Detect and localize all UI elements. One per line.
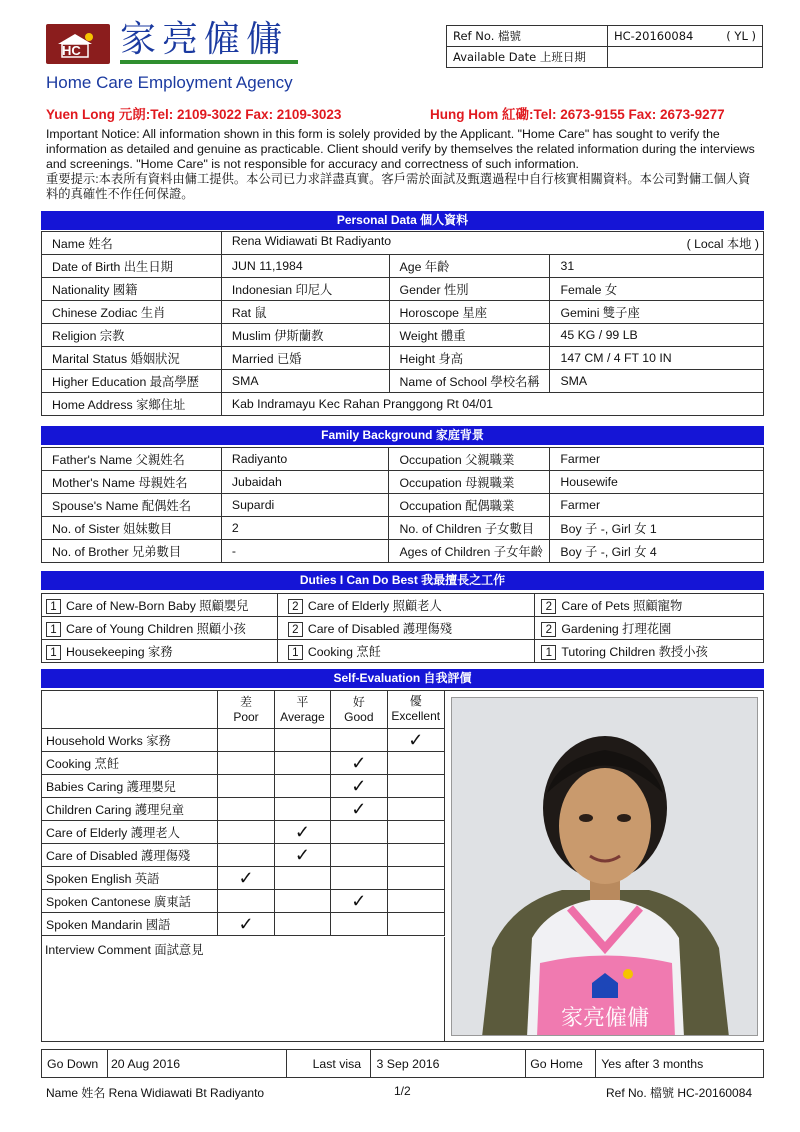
page-number: 1/2 <box>394 1084 411 1098</box>
field-value: Married 已婚 <box>221 347 389 370</box>
table-row <box>42 232 764 255</box>
table-row <box>42 471 764 494</box>
duty-item <box>277 594 535 617</box>
personal-data-table <box>41 231 764 416</box>
average-cell <box>274 798 330 821</box>
check-mark-icon: ✓ <box>294 845 310 865</box>
check-mark-icon: ✓ <box>238 868 254 888</box>
self-evaluation-header: Self-Evaluation 自我評價 <box>41 669 764 688</box>
table-row <box>42 617 764 640</box>
average-cell <box>274 844 330 867</box>
table-row <box>42 370 764 393</box>
ref-value: HC-20160084 <box>614 29 694 43</box>
field-value: Female 女 <box>550 278 764 301</box>
field-label: Father's Name 父親姓名 <box>42 448 222 471</box>
go-home-label: Go Home <box>526 1050 596 1078</box>
notice-chinese: 重要提示:本表所有資料由傭工提供。本公司已力求詳盡真實。客戶需於面試及甄選過程中自行核實相關資料。本公司對傭工個人資料的真確性不作任何保證。 <box>46 172 751 201</box>
average-cell <box>274 729 330 752</box>
go-down-label: Go Down <box>42 1050 108 1078</box>
excellent-cell <box>387 844 444 867</box>
applicant-portrait-image <box>452 698 758 1036</box>
contact-hung-hom: Hung Hom 紅磡:Tel: 2673-9155 Fax: 2673-9277 <box>430 107 725 122</box>
field-label: No. of Children 子女數目 <box>389 517 550 540</box>
check-mark-icon: ✓ <box>351 799 367 819</box>
good-cell <box>331 729 387 752</box>
go-home-value: Yes after 3 months <box>596 1050 764 1078</box>
family-background-table <box>41 447 764 563</box>
check-mark-icon: ✓ <box>238 914 254 934</box>
agency-logo <box>46 24 110 64</box>
field-value: Housewife <box>550 471 764 494</box>
level-good: 好 Good <box>331 691 387 729</box>
poor-cell <box>218 890 274 913</box>
level-average: 平 Average <box>274 691 330 729</box>
evaluation-item-label: Spoken English 英語 <box>42 867 218 890</box>
field-label: Occupation 母親職業 <box>389 471 550 494</box>
field-value: 45 KG / 99 LB <box>550 324 764 347</box>
field-value: Jubaidah <box>221 471 389 494</box>
duty-label: Care of Young Children 照顧小孩 <box>66 621 246 636</box>
agency-english-name: Home Care Employment Agency <box>46 73 293 92</box>
field-label: Age 年齡 <box>389 255 550 278</box>
field-value: SMA <box>221 370 389 393</box>
table-row <box>42 347 764 370</box>
address-label: Home Address 家鄉住址 <box>42 393 222 416</box>
evaluation-row <box>42 844 445 867</box>
average-cell <box>274 913 330 936</box>
important-notice <box>46 127 762 202</box>
evaluation-row <box>42 890 445 913</box>
last-visa-value: 3 Sep 2016 <box>370 1050 526 1078</box>
name-label: Name 姓名 <box>42 232 222 255</box>
field-value: Farmer <box>550 448 764 471</box>
duty-item <box>277 640 535 663</box>
excellent-cell <box>387 821 444 844</box>
excellent-cell <box>387 867 444 890</box>
available-date-label: Available Date 上班日期 <box>447 47 608 68</box>
footer-name: Name 姓名 Rena Widiawati Bt Radiyanto <box>46 1086 265 1100</box>
check-mark-icon: ✓ <box>351 753 367 773</box>
duty-rank: 2 <box>541 622 556 637</box>
field-label: Horoscope 星座 <box>389 301 550 324</box>
duty-label: Care of Pets 照顧寵物 <box>561 598 683 613</box>
field-label: Weight 體重 <box>389 324 550 347</box>
field-value: JUN 11,1984 <box>221 255 389 278</box>
travel-info-table <box>41 1049 764 1078</box>
interview-comment-label: Interview Comment 面試意見 <box>45 943 204 957</box>
footer-ref: Ref No. 檔號 HC-20160084 <box>606 1086 753 1100</box>
average-cell <box>274 821 330 844</box>
evaluation-row <box>42 867 445 890</box>
poor-cell <box>218 775 274 798</box>
poor-cell <box>218 913 274 936</box>
duty-label: Housekeeping 家務 <box>66 644 173 659</box>
available-date-value <box>608 47 763 68</box>
evaluation-row <box>42 729 445 752</box>
field-label: No. of Brother 兄弟數目 <box>42 540 222 563</box>
table-row <box>42 517 764 540</box>
evaluation-item-label: Spoken Mandarin 國語 <box>42 913 218 936</box>
field-label: Name of School 學校名稱 <box>389 370 550 393</box>
duty-item <box>535 594 764 617</box>
check-mark-icon: ✓ <box>351 776 367 796</box>
duty-label: Care of Elderly 照顧老人 <box>307 598 442 613</box>
field-label: Date of Birth 出生日期 <box>42 255 222 278</box>
duty-rank: 1 <box>46 645 61 660</box>
table-row <box>42 448 764 471</box>
duty-label: Care of New-Born Baby 照顧嬰兒 <box>66 598 249 613</box>
apron-agency-text: 家亮僱傭 <box>560 1006 650 1031</box>
average-cell <box>274 890 330 913</box>
evaluation-row <box>42 775 445 798</box>
ref-label: Ref No. 檔號 <box>447 26 608 47</box>
blank-corner <box>42 691 218 729</box>
poor-cell <box>218 798 274 821</box>
evaluation-row <box>42 821 445 844</box>
evaluation-item-label: Care of Elderly 護理老人 <box>42 821 218 844</box>
contact-yuen-long: Yuen Long 元朗:Tel: 2109-3022 Fax: 2109-3023 <box>46 107 342 122</box>
agency-chinese-name: 家亮僱傭 <box>120 19 289 60</box>
excellent-cell <box>387 890 444 913</box>
field-label: Occupation 父親職業 <box>389 448 550 471</box>
table-row <box>42 494 764 517</box>
field-label: Occupation 配偶職業 <box>389 494 550 517</box>
poor-cell <box>218 752 274 775</box>
applicant-photo <box>451 697 758 1036</box>
table-row <box>42 278 764 301</box>
poor-cell <box>218 821 274 844</box>
self-evaluation-table <box>41 690 445 936</box>
interview-comment-box <box>41 937 445 1042</box>
field-label: Height 身高 <box>389 347 550 370</box>
field-value: Indonesian 印尼人 <box>221 278 389 301</box>
evaluation-row <box>42 913 445 936</box>
duty-rank: 2 <box>541 599 556 614</box>
field-value: Rat 鼠 <box>221 301 389 324</box>
average-cell <box>274 775 330 798</box>
last-visa-label: Last visa <box>286 1050 370 1078</box>
level-poor: 差 Poor <box>218 691 274 729</box>
field-value: - <box>221 540 389 563</box>
field-value: Supardi <box>221 494 389 517</box>
field-label: Chinese Zodiac 生肖 <box>42 301 222 324</box>
duty-label: Cooking 烹飪 <box>307 644 381 659</box>
field-value: Muslim 伊斯蘭教 <box>221 324 389 347</box>
field-value: 31 <box>550 255 764 278</box>
check-mark-icon: ✓ <box>351 891 367 911</box>
field-value: Radiyanto <box>221 448 389 471</box>
title-underline <box>120 60 298 64</box>
field-value: Boy 子 -, Girl 女 1 <box>550 517 764 540</box>
table-row <box>42 301 764 324</box>
field-label: Gender 性別 <box>389 278 550 301</box>
field-value: 147 CM / 4 FT 10 IN <box>550 347 764 370</box>
level-excellent: 優 Excellent <box>387 691 444 729</box>
evaluation-item-label: Spoken Cantonese 廣東話 <box>42 890 218 913</box>
table-row <box>42 324 764 347</box>
table-row <box>42 1050 764 1078</box>
excellent-cell <box>387 775 444 798</box>
evaluation-item-label: Children Caring 護理兒童 <box>42 798 218 821</box>
evaluation-row <box>42 798 445 821</box>
family-background-header: Family Background 家庭背景 <box>41 426 764 445</box>
name-value-cell <box>221 232 763 255</box>
duties-header: Duties I Can Do Best 我最擅長之工作 <box>41 571 764 590</box>
good-cell <box>331 890 387 913</box>
average-cell <box>274 752 330 775</box>
duty-item <box>42 594 278 617</box>
duties-table <box>41 593 764 663</box>
go-down-value: 20 Aug 2016 <box>107 1050 286 1078</box>
duty-rank: 1 <box>46 599 61 614</box>
poor-cell <box>218 729 274 752</box>
poor-cell <box>218 844 274 867</box>
personal-data-header: Personal Data 個人資料 <box>41 211 764 230</box>
duty-item <box>277 617 535 640</box>
field-value: Gemini 雙子座 <box>550 301 764 324</box>
field-label: Religion 宗教 <box>42 324 222 347</box>
duty-rank: 1 <box>541 645 556 660</box>
evaluation-header-row <box>42 691 445 729</box>
ref-branch: ( YL ) <box>726 29 756 43</box>
duty-label: Tutoring Children 教授小孩 <box>561 644 708 659</box>
evaluation-row <box>42 752 445 775</box>
evaluation-item-label: Babies Caring 護理嬰兒 <box>42 775 218 798</box>
evaluation-item-label: Cooking 烹飪 <box>42 752 218 775</box>
duty-rank: 2 <box>288 622 303 637</box>
check-mark-icon: ✓ <box>294 822 310 842</box>
reference-table <box>446 25 763 68</box>
excellent-cell <box>387 798 444 821</box>
field-label: Spouse's Name 配偶姓名 <box>42 494 222 517</box>
field-label: Higher Education 最高學歷 <box>42 370 222 393</box>
duty-label: Gardening 打理花園 <box>561 621 672 636</box>
field-label: Ages of Children 子女年齡 <box>389 540 550 563</box>
notice-english: Important Notice: All information shown in this form is solely provided by the Applicant. "Home Care" has sought to verify the information as detailed and genuine as practicable. Client should verify by themselves the related information during the interviews and screenings. "Home Care" is not responsible for accuracy and correctness of such information. <box>46 127 755 171</box>
duty-item <box>42 617 278 640</box>
check-mark-icon: ✓ <box>408 730 424 750</box>
logo-text: HC <box>62 43 81 58</box>
duty-item <box>42 640 278 663</box>
table-row <box>42 640 764 663</box>
field-value: SMA <box>550 370 764 393</box>
name-value: Rena Widiawati Bt Radiyanto <box>231 234 392 248</box>
evaluation-item-label: Care of Disabled 護理傷殘 <box>42 844 218 867</box>
field-label: Nationality 國籍 <box>42 278 222 301</box>
good-cell <box>331 752 387 775</box>
evaluation-item-label: Household Works 家務 <box>42 729 218 752</box>
good-cell <box>331 821 387 844</box>
duty-rank: 1 <box>46 622 61 637</box>
duty-item <box>535 617 764 640</box>
table-row <box>42 393 764 416</box>
duty-label: Care of Disabled 護理傷殘 <box>307 621 453 636</box>
field-label: No. of Sister 姐妹數目 <box>42 517 222 540</box>
excellent-cell <box>387 752 444 775</box>
excellent-cell <box>387 729 444 752</box>
good-cell <box>331 913 387 936</box>
duty-item <box>535 640 764 663</box>
table-row <box>42 594 764 617</box>
duty-rank: 2 <box>288 599 303 614</box>
average-cell <box>274 867 330 890</box>
good-cell <box>331 798 387 821</box>
excellent-cell <box>387 913 444 936</box>
poor-cell <box>218 867 274 890</box>
table-row <box>42 540 764 563</box>
field-label: Mother's Name 母親姓名 <box>42 471 222 494</box>
duty-rank: 1 <box>288 645 303 660</box>
field-value: Farmer <box>550 494 764 517</box>
table-row <box>42 255 764 278</box>
field-value: 2 <box>221 517 389 540</box>
good-cell <box>331 775 387 798</box>
field-value: Boy 子 -, Girl 女 4 <box>550 540 764 563</box>
good-cell <box>331 867 387 890</box>
ref-value-cell <box>608 26 763 47</box>
field-label: Marital Status 婚姻狀況 <box>42 347 222 370</box>
apron-logo-text: HC <box>595 984 615 999</box>
local-tag: ( Local 本地 ) <box>686 237 759 251</box>
good-cell <box>331 844 387 867</box>
address-value: Kab Indramayu Kec Rahan Pranggong Rt 04/01 <box>221 393 763 416</box>
